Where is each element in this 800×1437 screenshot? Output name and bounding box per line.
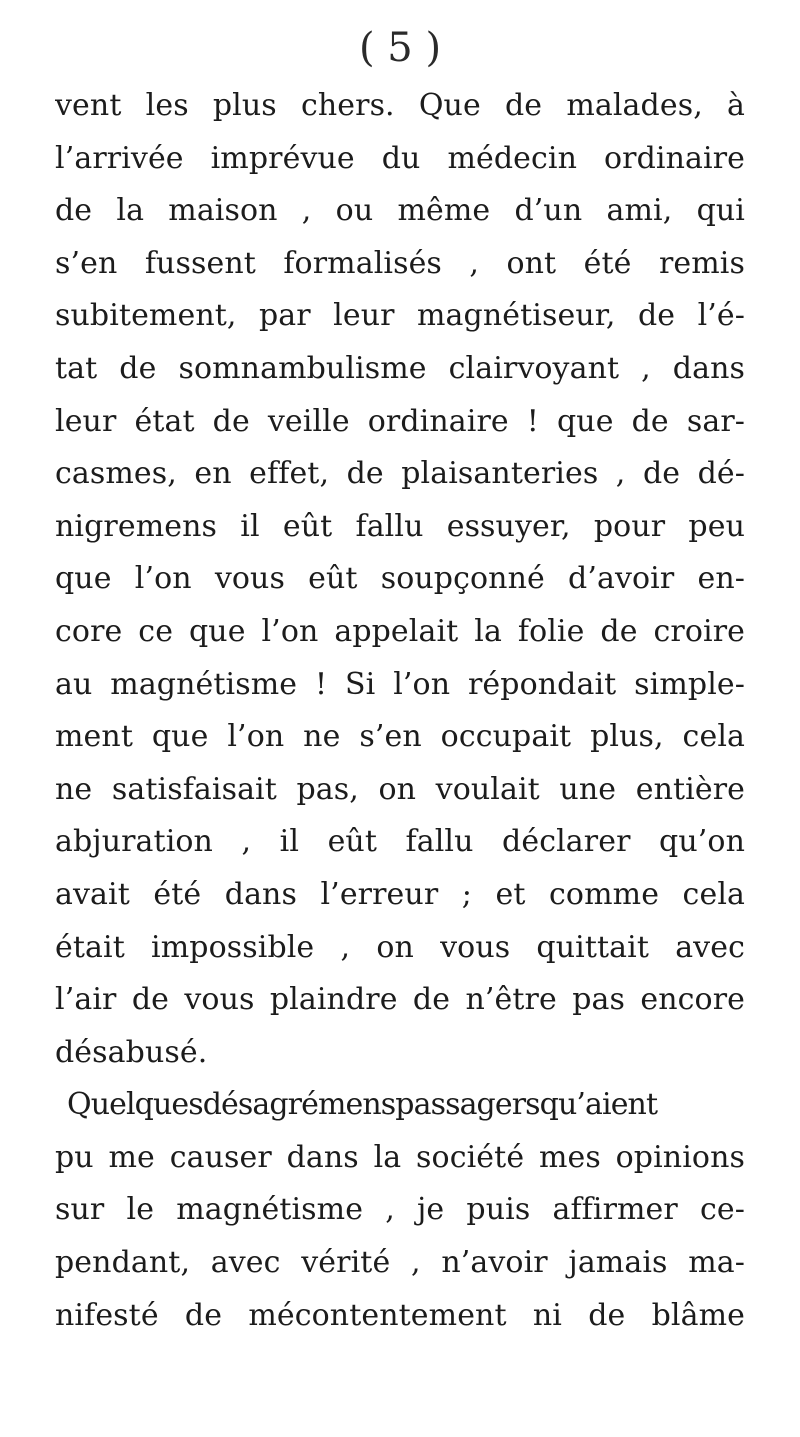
text-line: avait été dans l’erreur ; et comme cela — [55, 876, 745, 912]
paragraph-start-line: Quelquesdésagrémenspassagersqu’aient — [67, 1087, 658, 1123]
text-line: casmes, en effet, de plaisanteries , de dé- — [55, 456, 745, 492]
text-line: nifesté de mécontentement ni de blâme — [55, 1297, 745, 1333]
text-line: tat de somnambulisme clairvoyant , dans — [55, 350, 745, 386]
text-line: core ce que l’on appelait la folie de croire — [55, 613, 745, 649]
text-line: s’en fussent formalisés , ont été remis — [55, 245, 745, 281]
page-number: ( 5 ) — [358, 25, 442, 71]
text-line: de la maison , ou même d’un ami, qui — [55, 193, 745, 229]
text-line: ne satisfaisait pas, on voulait une entière — [55, 771, 745, 807]
text-line: vent les plus chers. Que de malades, à — [55, 88, 745, 123]
text-line: nigremens il eût fallu essuyer, pour peu — [55, 508, 745, 544]
text-line: subitement, par leur magnétiseur, de l’é- — [55, 298, 745, 334]
text-line: sur le magnétisme , je puis affirmer ce- — [55, 1192, 745, 1228]
text-line: désabusé. — [55, 1034, 208, 1070]
body-text — [55, 80, 745, 1342]
text-line: ment que l’on ne s’en occupait plus, cela — [55, 719, 745, 755]
text-line: au magnétisme ! Si l’on répondait simple- — [55, 666, 745, 702]
text-line: que l’on vous eût soupçonné d’avoir en- — [55, 561, 745, 597]
text-line: pu me causer dans la société mes opinions — [55, 1139, 745, 1175]
text-line: leur état de veille ordinaire ! que de sar- — [55, 403, 745, 439]
text-line: l’air de vous plaindre de n’être pas encore — [55, 982, 745, 1018]
text-line: pendant, avec vérité , n’avoir jamais ma- — [55, 1245, 745, 1281]
text-line: l’arrivée imprévue du médecin ordinaire — [55, 140, 745, 176]
text-line: abjuration , il eût fallu déclarer qu’on — [55, 824, 745, 860]
text-line: était impossible , on vous quittait avec — [55, 929, 745, 965]
